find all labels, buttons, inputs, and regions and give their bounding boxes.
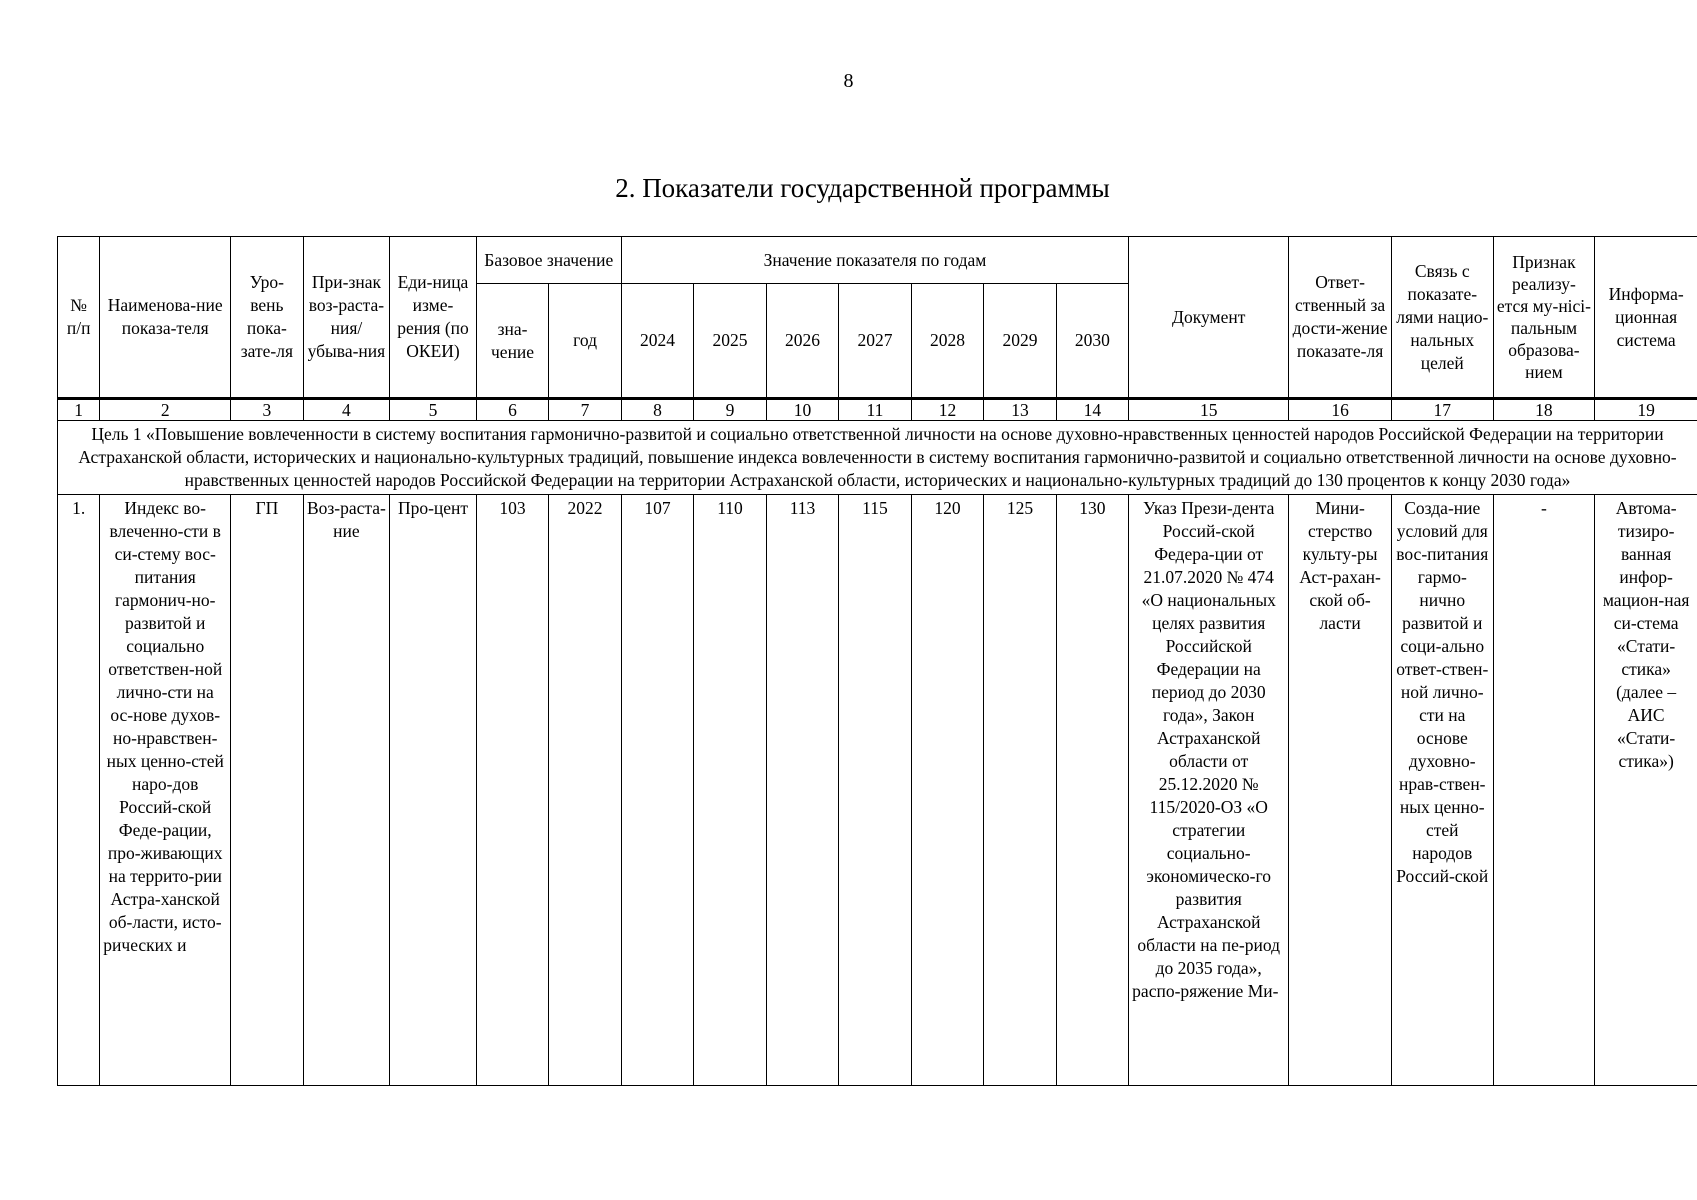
column-number: 14 (1056, 399, 1128, 421)
header-sign: При-знак воз-раста-ния/ убыва-ния (303, 237, 390, 399)
header-year: 2028 (911, 284, 983, 399)
column-number: 16 (1289, 399, 1392, 421)
header-base-year: год (549, 284, 622, 399)
header-base-group: Базовое значение (476, 237, 621, 284)
year-value: 110 (694, 495, 766, 1086)
year-value: 130 (1056, 495, 1128, 1086)
column-number: 12 (911, 399, 983, 421)
column-number: 9 (694, 399, 766, 421)
indicator-responsible: Мини-стерство культу-ры Аст-рахан-ской об-ласти (1289, 495, 1392, 1086)
column-number: 5 (390, 399, 477, 421)
header-year: 2026 (766, 284, 838, 399)
header-year: 2030 (1056, 284, 1128, 399)
base-value: 103 (476, 495, 548, 1086)
header-level: Уро-вень пока-зате-ля (231, 237, 303, 399)
column-number: 6 (476, 399, 548, 421)
header-name: Наименова-ние показа-теля (100, 237, 231, 399)
header-years-group: Значение показателя по годам (621, 237, 1128, 284)
column-number: 13 (984, 399, 1056, 421)
document-title: 2. Показатели государственной программы (615, 173, 1110, 203)
page-number: 8 (843, 70, 854, 92)
base-year: 2022 (549, 495, 622, 1086)
indicator-sign: Воз-раста-ние (303, 495, 390, 1086)
header-base-value: зна-чение (476, 284, 548, 399)
column-number: 11 (839, 399, 911, 421)
column-number: 10 (766, 399, 838, 421)
header-info-system: Информа-ционная система (1595, 237, 1697, 399)
year-value: 120 (911, 495, 983, 1086)
indicators-table (57, 236, 1697, 1086)
indicator-row (58, 495, 1697, 1086)
year-value: 125 (984, 495, 1056, 1086)
column-number: 4 (303, 399, 390, 421)
header-document: Документ (1129, 237, 1289, 399)
year-value: 115 (839, 495, 911, 1086)
column-number: 19 (1595, 399, 1697, 421)
header-year: 2029 (984, 284, 1056, 399)
row-number: 1. (58, 495, 100, 1086)
column-number: 1 (58, 399, 100, 421)
indicator-info-system: Автома-тизиро-ванная инфор-мацион-ная си-стема «Стати-стика» (далее – АИС «Стати-стика») (1595, 495, 1697, 1086)
column-number: 3 (231, 399, 303, 421)
indicator-name: Индекс во-влеченно-сти в си-стему вос-питания гармонич-но-развитой и социально ответствен-ной лично-сти на ос-нове духов-но-нравствен-ных ценно-стей наро-дов Россий-ской Феде-рации, про-живающих на террито-рии Астра-ханской об-ласти, исто-рических и (100, 495, 231, 1086)
indicator-municipal: - (1493, 495, 1595, 1086)
header-year: 2025 (694, 284, 766, 399)
header-row-1 (58, 237, 1697, 284)
column-number: 7 (549, 399, 622, 421)
header-year: 2027 (839, 284, 911, 399)
header-link: Связь с показате-лями нацио-нальных целей (1391, 237, 1493, 399)
column-number: 18 (1493, 399, 1595, 421)
year-value: 107 (621, 495, 693, 1086)
header-unit: Еди-ница изме-рения (по ОКЕИ) (390, 237, 477, 399)
header-year: 2024 (621, 284, 693, 399)
header-responsible: Ответ-ственный за дости-жение показате-ля (1289, 237, 1392, 399)
header-num: № п/п (58, 237, 100, 399)
indicator-national-link: Созда-ние условий для вос-питания гармо-нично развитой и соци-ально ответ-ствен-ной лично-сти на основе духовно-нрав-ствен-ных ценно-стей народов Россий-ской (1391, 495, 1493, 1086)
indicator-level: ГП (231, 495, 303, 1086)
column-number: 15 (1129, 399, 1289, 421)
header-municipal: Признак реализу-ется му-нici-пальным образова-нием (1493, 237, 1595, 399)
indicator-document: Указ Прези-дента Россий-ской Федера-ции от 21.07.2020 № 474 «О национальных целях развития Российской Федерации на период до 2030 года», Закон Астраханской области от 25.12.2020 № 115/2020-ОЗ «О стратегии социально-экономическо-го развития Астраханской области на пе-риод до 2035 года», распо-ряжение Ми- (1129, 495, 1289, 1086)
column-number: 8 (621, 399, 693, 421)
goal-row (58, 421, 1697, 495)
column-number: 17 (1391, 399, 1493, 421)
indicator-unit: Про-цент (390, 495, 477, 1086)
column-number-row (58, 399, 1697, 421)
goal-text: Цель 1 «Повышение вовлеченности в систему воспитания гармонично-развитой и социально ответственной личности на основе духовно-нравственных ценностей народов Российской Федерации на территории Астраханской области, исторических и национально-культурных традиций, повышение индекса вовлеченности в систему воспитания гармонично-развитой и социально ответственной личности на основе духовно-нравственных ценностей народов Российской Федерации на территории Астраханской области, исторических и национально-культурных традиций до 130 процентов к концу 2030 года» (58, 421, 1697, 495)
column-number: 2 (100, 399, 231, 421)
year-value: 113 (766, 495, 838, 1086)
